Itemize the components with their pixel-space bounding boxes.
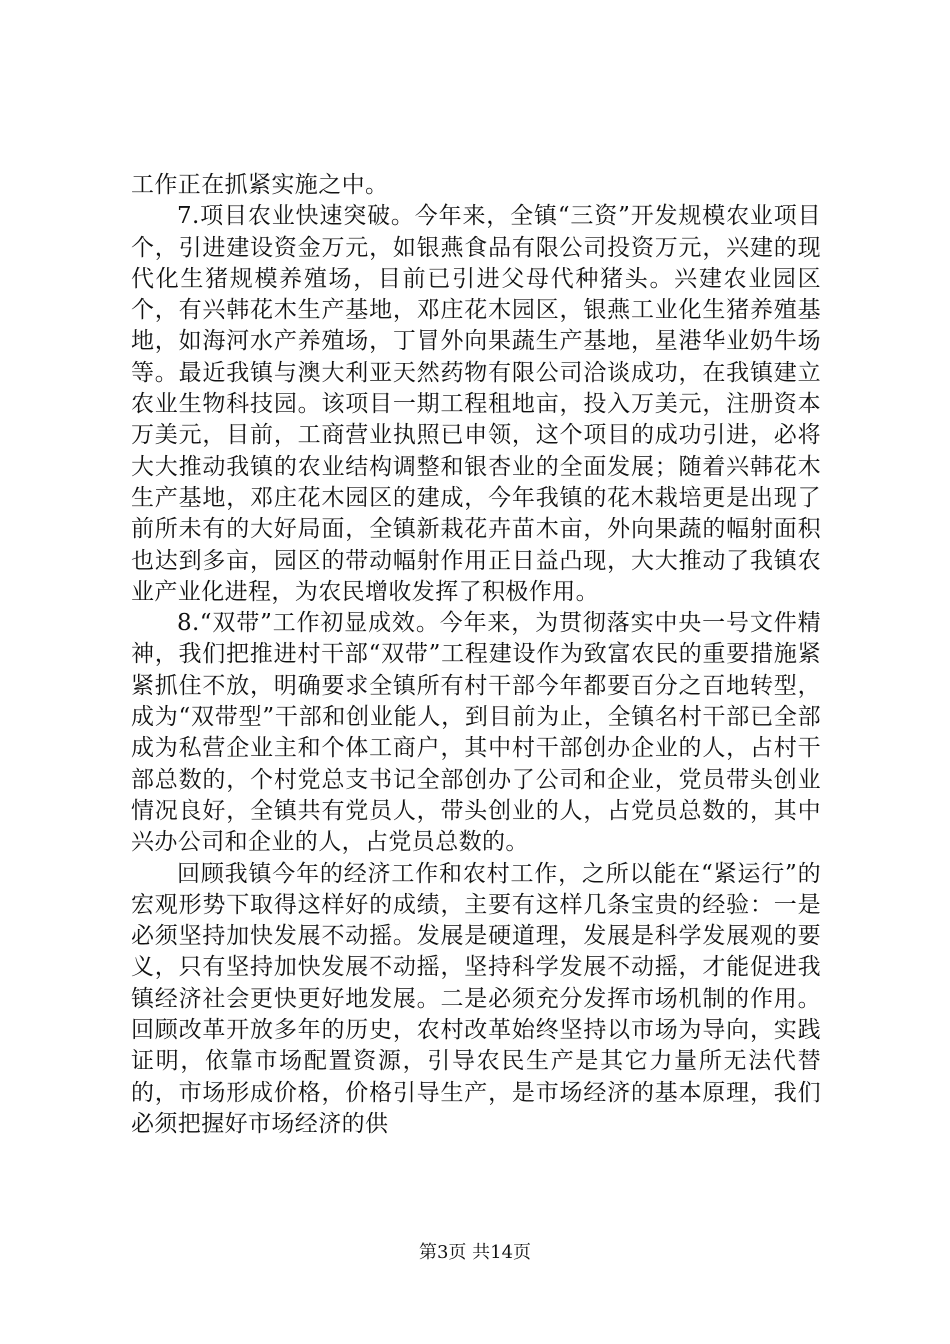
paragraph-item-7: 7.项目农业快速突破。今年来，全镇“三资”开发规模农业项目个，引进建设资金万元，如银燕食品有限公司投资万元，兴建的现代化生猪规模养殖场，目前已引进父母代种猪头。兴建农业园区个，有兴韩花木生产基地，邓庄花木园区，银燕工业化生猪养殖基地，如海河水产养殖场，丁冒外向果蔬生产基地，星港华业奶牛场等。最近我镇与澳大利亚天然药物有限公司洽谈成功，在我镇建立农业生物科技园。该项目一期工程租地亩，投入万美元，注册资本万美元，目前，工商营业执照已申领，这个项目的成功引进，必将大大推动我镇的农业结构调整和银杏业的全面发展；随着兴韩花木生产基地，邓庄花木园区的建成，今年我镇的花木栽培更是出现了前所未有的大好局面，全镇新栽花卉苗木亩，外向果蔬的幅射面积也达到多亩，园区的带动幅射作用正日益凸现，大大推动了我镇农业产业化进程，为农民增收发挥了积极作用。 (131, 203, 821, 605)
paragraph-item-8: 8.“双带”工作初显成效。今年来，为贯彻落实中央一号文件精神，我们把推进村干部“双带”工程建设作为致富农民的重要措施紧紧抓住不放，明确要求全镇所有村干部今年都要百分之百地转型，成为“双带型”干部和创业能人，到目前为止，全镇名村干部已全部成为私营企业主和个体工商户，其中村干部创办企业的人，占村干部总数的，个村党总支书记全部创办了公司和企业，党员带头创业情况良好，全镇共有党员人，带头创业的人，占党员总数的，其中兴办公司和企业的人，占党员总数的。 (131, 610, 821, 856)
paragraph-continuation: 工作正在抓紧实施之中。 (131, 172, 389, 198)
paragraph-review: 回顾我镇今年的经济工作和农村工作，之所以能在“紧运行”的宏观形势下取得这样好的成绩，主要有这样几条宝贵的经验：一是必须坚持加快发展不动摇。发展是硬道理，发展是科学发展观的要义，只有坚持加快发展不动摇，坚持科学发展不动摇，才能促进我镇经济社会更快更好地发展。二是必须充分发挥市场机制的作用。回顾改革开放多年的历史，农村改革始终坚持以市场为导向，实践证明，依靠市场配置资源，引导农民生产是其它力量所无法代替的，市场形成价格，价格引导生产，是市场经济的基本原理，我们必须把握好市场经济的供 (131, 860, 821, 1137)
page-footer (0, 1241, 950, 1265)
page-number: 第3页 共14页 (418, 1242, 532, 1263)
document-body (131, 170, 821, 1140)
